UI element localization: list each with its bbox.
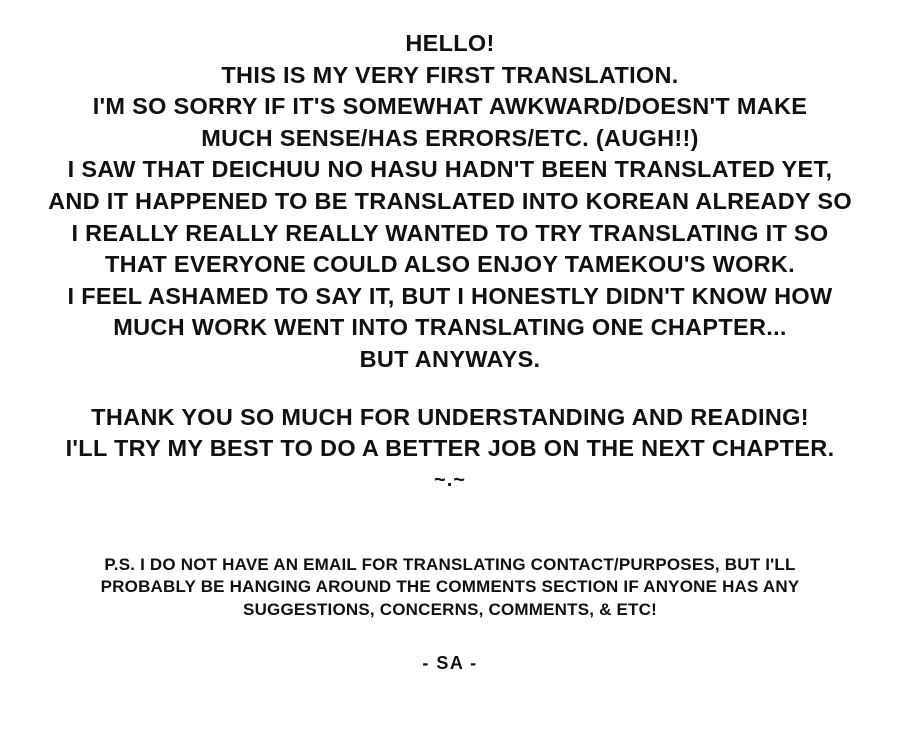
thanks-line: THANK YOU SO MUCH FOR UNDERSTANDING AND READING! — [91, 403, 809, 430]
note-line: AND IT HAPPENED TO BE TRANSLATED INTO KOREAN ALREADY SO — [48, 187, 852, 214]
note-line: I FEEL ASHAMED TO SAY IT, BUT I HONESTLY DIDN'T KNOW HOW — [67, 282, 833, 309]
postscript-line: SUGGESTIONS, CONCERNS, COMMENTS, & ETC! — [243, 599, 657, 619]
note-line: MUCH SENSE/HAS ERRORS/ETC. (AUGH!!) — [201, 124, 699, 151]
thanks-line: I'LL TRY MY BEST TO DO A BETTER JOB ON THE NEXT CHAPTER. — [65, 435, 835, 462]
note-line: BUT ANYWAYS. — [359, 345, 541, 372]
squiggle-ornament: ~.~ — [434, 468, 466, 491]
note-line: I SAW THAT DEICHUU NO HASU HADN'T BEEN TRANSLATED YET, — [67, 156, 833, 183]
note-line: THAT EVERYONE COULD ALSO ENJOY TAMEKOU'S WORK. — [104, 251, 796, 278]
main-note-block — [24, 28, 876, 376]
note-line: HELLO! — [405, 30, 495, 56]
note-line: I REALLY REALLY REALLY WANTED TO TRY TRANSLATING IT SO — [71, 219, 829, 246]
signature: - SA - — [422, 653, 478, 674]
postscript-line: P.S. I DO NOT HAVE AN EMAIL FOR TRANSLATING CONTACT/PURPOSES, BUT I'LL — [104, 554, 796, 574]
thanks-block — [24, 402, 876, 465]
note-line: THIS IS MY VERY FIRST TRANSLATION. — [221, 61, 679, 88]
postscript-block — [24, 554, 876, 621]
postscript-line: PROBABLY BE HANGING AROUND THE COMMENTS SECTION IF ANYONE HAS ANY — [100, 577, 800, 597]
note-line: MUCH WORK WENT INTO TRANSLATING ONE CHAPTER... — [113, 314, 787, 341]
note-line: I'M SO SORRY IF IT'S SOMEWHAT AWKWARD/DOESN'T MAKE — [92, 93, 808, 120]
